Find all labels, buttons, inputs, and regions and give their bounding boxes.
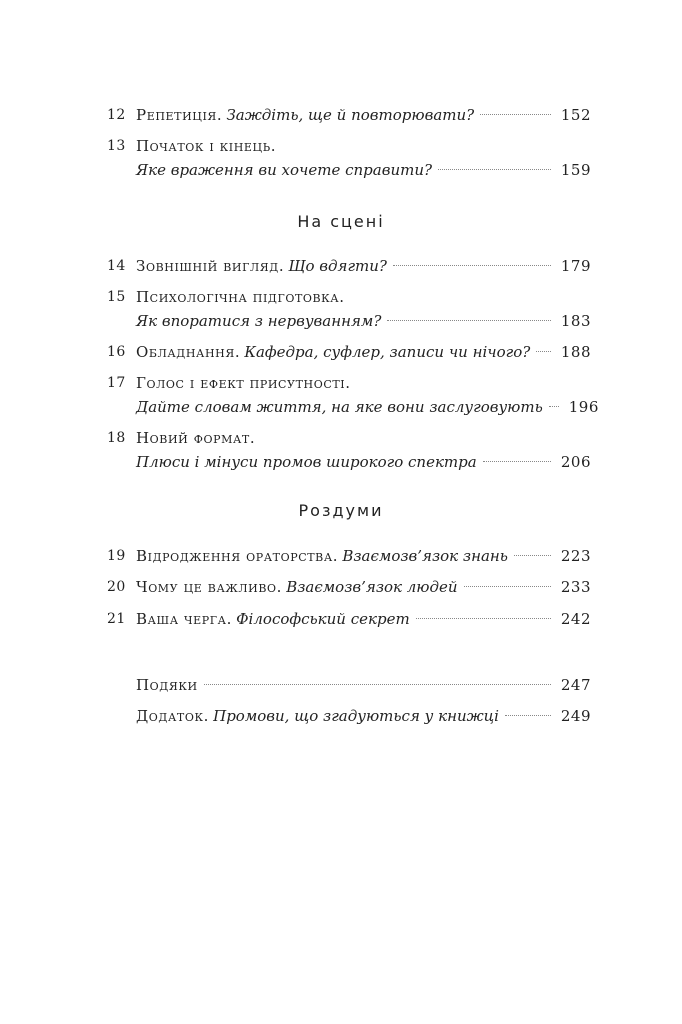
- chapter-number: 15: [107, 289, 126, 305]
- chapter-subtitle: Кафедра, суфлер, записи чи нічого?: [244, 343, 531, 361]
- dot-leader: [464, 586, 551, 587]
- dot-leader: [514, 555, 551, 556]
- dot-leader: [536, 351, 551, 352]
- title-separator: .: [216, 106, 227, 124]
- chapter-title: Початок і кінець: [136, 137, 271, 155]
- page-number: 183: [560, 312, 591, 330]
- section-heading-on-stage: На сцені: [297, 212, 385, 231]
- title-separator: .: [339, 288, 345, 306]
- dot-leader: [480, 114, 551, 115]
- page-number: 179: [560, 257, 591, 275]
- title-separator: .: [203, 707, 214, 725]
- chapter-title: Зовнішній вигляд: [136, 257, 279, 275]
- chapter-subtitle: Промови, що згадуються у книжці: [213, 707, 499, 725]
- dot-leader: [416, 618, 551, 619]
- chapter-title: Новий формат: [136, 429, 250, 447]
- chapter-number: 17: [107, 375, 126, 391]
- dot-leader: [483, 461, 551, 462]
- dot-leader: [438, 169, 551, 170]
- title-separator: .: [234, 343, 245, 361]
- toc-line-continued: [136, 309, 591, 333]
- page-number: 242: [560, 610, 591, 628]
- chapter-title: Відродження ораторства: [136, 547, 333, 565]
- chapter-subtitle: Взаємозв’язок людей: [286, 578, 458, 596]
- toc-line: [136, 426, 591, 450]
- toc-line: [136, 544, 591, 568]
- page-number: 247: [560, 676, 591, 694]
- dot-leader: [204, 684, 551, 685]
- chapter-number: 21: [107, 611, 126, 627]
- toc-line-continued: [136, 158, 591, 182]
- chapter-title: Голос і ефект присутності: [136, 374, 346, 392]
- toc-line: [136, 704, 591, 728]
- chapter-number: 18: [107, 430, 126, 446]
- chapter-title: Обладнання: [136, 343, 235, 361]
- toc-line-continued: [136, 395, 599, 419]
- chapter-number: 20: [107, 579, 126, 595]
- chapter-title: Чому це важливо: [136, 578, 277, 596]
- page-number: 233: [560, 578, 591, 596]
- chapter-subtitle: Взаємозв’язок знань: [342, 547, 508, 565]
- title-separator: .: [226, 610, 237, 628]
- chapter-subtitle: Дайте словам життя, на яке вони заслуговують: [136, 398, 543, 416]
- page-number: 223: [560, 547, 591, 565]
- page-number: 196: [568, 398, 599, 416]
- dot-leader: [505, 715, 551, 716]
- chapter-title: Подяки: [136, 676, 198, 694]
- chapter-number: 13: [107, 138, 126, 154]
- chapter-subtitle: Що вдягти?: [288, 257, 387, 275]
- title-separator: .: [270, 137, 276, 155]
- page-number: 152: [560, 106, 591, 124]
- toc-line: [136, 371, 591, 395]
- chapter-title: Ваша черга: [136, 610, 227, 628]
- toc-line-continued: [136, 450, 591, 474]
- dot-leader: [393, 265, 551, 266]
- toc-line: [136, 575, 591, 599]
- chapter-subtitle: Як впоратися з нервуванням?: [136, 312, 382, 330]
- title-separator: .: [249, 429, 255, 447]
- chapter-number: 19: [107, 548, 126, 564]
- toc-line: [136, 285, 591, 309]
- title-separator: .: [276, 578, 287, 596]
- chapter-subtitle: Заждіть, ще й повторювати?: [226, 106, 475, 124]
- toc-line: [136, 134, 591, 158]
- title-separator: .: [278, 257, 289, 275]
- chapter-number: 12: [107, 107, 126, 123]
- page-number: 159: [560, 161, 591, 179]
- chapter-title: Репетиція: [136, 106, 217, 124]
- page-number: 206: [560, 453, 591, 471]
- toc-line: [136, 607, 591, 631]
- chapter-number: 16: [107, 344, 126, 360]
- page-number: 249: [560, 707, 591, 725]
- toc-line: [136, 103, 591, 127]
- dot-leader: [549, 406, 559, 407]
- chapter-number: 14: [107, 258, 126, 274]
- toc-line: [136, 254, 591, 278]
- chapter-subtitle: Філософський секрет: [236, 610, 410, 628]
- chapter-subtitle: Плюси і мінуси промов широкого спектра: [136, 453, 477, 471]
- chapter-title: Психологічна підготовка: [136, 288, 340, 306]
- chapter-title: Додаток: [136, 707, 204, 725]
- chapter-subtitle: Яке враження ви хочете справити?: [136, 161, 433, 179]
- title-separator: .: [345, 374, 351, 392]
- page-number: 188: [560, 343, 591, 361]
- title-separator: .: [332, 547, 343, 565]
- dot-leader: [387, 320, 550, 321]
- toc-line: [136, 340, 591, 364]
- section-heading-reflections: Роздуми: [298, 501, 384, 520]
- toc-line: [136, 673, 591, 697]
